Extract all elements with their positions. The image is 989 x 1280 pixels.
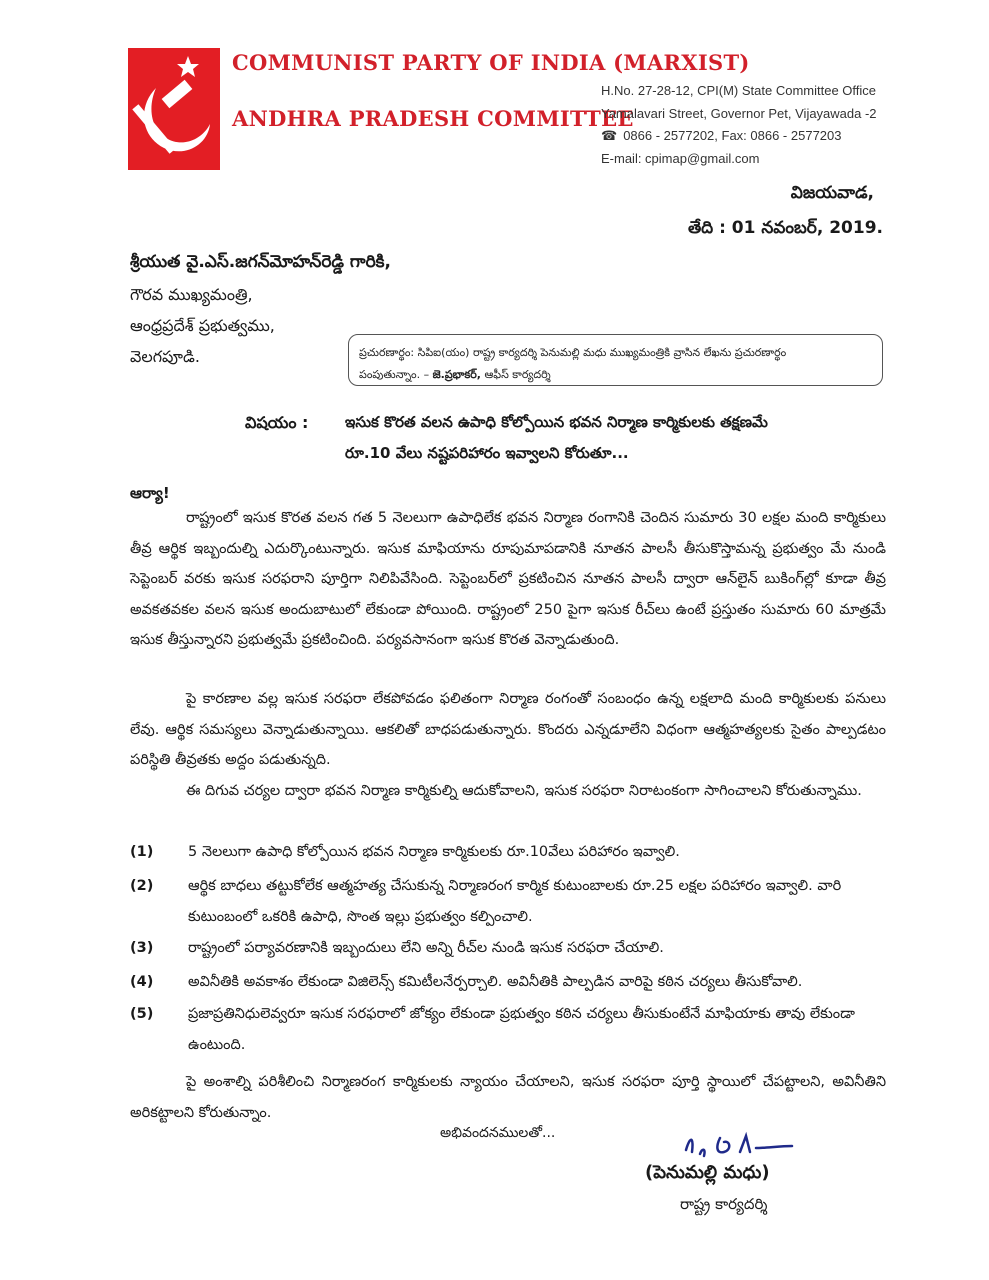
closing-greeting: అభివందనములతో... [440, 1125, 556, 1141]
email-line: E-mail: cpimap@gmail.com [601, 151, 760, 166]
signatory-name: (పెనుమల్లి మధు) [645, 1162, 770, 1183]
recipient-name: శ్రీయుత వై.ఎస్.జగన్‌మోహన్‌రెడ్డి గారికి, [130, 252, 391, 272]
party-logo [128, 48, 220, 170]
demand-text: ప్రజాప్రతినిధులెవ్వరూ ఇసుక సరఫరాలో జోక్యం లేకుండా ప్రభుత్వం కఠిన చర్యలు తీసుకుంటేనే మాఫియాకు తావు లేకుండా ఉంటుంది. [188, 1006, 855, 1053]
phone-line [601, 128, 842, 144]
press-note-line [359, 364, 872, 386]
phone-icon: ☎ [601, 129, 618, 144]
demand-item [130, 837, 886, 868]
demand-text: రాష్ట్రంలో పర్యావరణానికి ఇబ్బందులు లేని అన్ని రీచ్‌ల నుండి ఇసుక సరఫరా చేయాలి. [188, 940, 664, 956]
office-secretary-name: జె.ప్రభాకర్, [432, 368, 481, 381]
body-paragraph: రాష్ట్రంలో ఇసుక కొరత వలన గత 5 నెలలుగా ఉపాధిలేక భవన నిర్మాణ రంగానికి చెందిన సుమారు 30 లక్షల మంది కార్మికులు తీవ్ర ఆర్థిక ఇబ్బందుల్ని ఎదుర్కొంటున్నారు. ఇసుక మాఫియాను రూపుమాపడానికి నూతన పాలసీ తీసుకొస్తామన్న ప్రభుత్వం మే నుండి సెప్టెంబర్ వరకు ఇసుక సరఫరాని పూర్తిగా నిలిపివేసింది. సెప్టెంబర్‌లో ప్రకటించిన నూతన పాలసీ ద్వారా ఆన్‌లైన్ బుకింగ్‌ల్లో కూడా తీవ్ర అవకతవకల వలన ఇసుక అందుబాటులో లేకుండా పోయింది. రాష్ట్రంలో 250 పైగా ఇసుక రీచ్‌లు ఉంటే ప్రస్తుతం సుమారు 60 మాత్రమే ఇసుక తీస్తున్నారని ప్రభుత్వమే ప్రకటించింది. పర్యవసానంగా ఇసుక కొరత వెన్నాడుతుంది. [130, 510, 886, 648]
demand-text: 5 నెలలుగా ఉపాధి కోల్పోయిన భవన నిర్మాణ కార్మికులకు రూ.10వేలు పరిహారం ఇవ్వాలి. [188, 844, 680, 860]
salutation: ఆర్యా! [130, 484, 170, 502]
place: విజయవాడ, [790, 183, 874, 203]
recipient-designation: గౌరవ ముఖ్యమంత్రి, [130, 285, 253, 304]
recipient-government: ఆంధ్రప్రదేశ్ ప్రభుత్వము, [130, 316, 275, 335]
demand-number: (1) [130, 844, 154, 860]
subject-line: ఇసుక కొరత వలన ఉపాధి కోల్పోయిన భవన నిర్మాణ కార్మికులకు తక్షణమే [345, 413, 768, 431]
hammer-sickle-star-icon [128, 48, 220, 170]
address-line: Yamalavari Street, Governor Pet, Vijayawada -2 [601, 106, 877, 121]
office-secretary-title: ఆఫీస్ కార్యదర్శి [484, 368, 551, 381]
phone-fax-text: 0866 - 2577202, Fax: 0866 - 2577203 [623, 128, 842, 143]
demand-item [130, 933, 886, 964]
recipient-place: వెలగపూడి. [130, 347, 200, 366]
address-line: H.No. 27-28-12, CPI(M) State Committee Office [601, 83, 877, 98]
demand-number: (4) [130, 974, 154, 990]
party-name: COMMUNIST PARTY OF INDIA (MARXIST) [232, 50, 750, 75]
subject-label: విషయం : [245, 413, 309, 432]
demand-item [130, 999, 886, 1060]
body-paragraph: ఈ దిగువ చర్యల ద్వారా భవన నిర్మాణ కార్మికుల్ని ఆదుకోవాలని, ఇసుక సరఫరా నిరాటంకంగా సాగించాలని కోరుతున్నాము. [186, 783, 862, 799]
committee-name: ANDHRA PRADESH COMMITTEE [232, 106, 634, 131]
body-paragraph: పై అంశాల్ని పరిశీలించి నిర్మాణరంగ కార్మికులకు న్యాయం చేయాలని, ఇసుక సరఫరా పూర్తి స్థాయిలో చేపట్టాలని, అవినీతిని అరికట్టాలని కోరుతున్నాం. [130, 1074, 886, 1121]
subject-line: రూ.10 వేలు నష్టపరిహారం ఇవ్వాలని కోరుతూ... [345, 444, 629, 462]
press-note-text: పంపుతున్నాం. – [359, 368, 430, 381]
press-note-line: ప్రచురణార్థం: సిపిఐ(యం) రాష్ట్ర కార్యదర్శి పెనుమల్లి మధు ముఖ్యమంత్రికి వ్రాసిన లేఖను ప్రచురణార్థం [359, 346, 787, 359]
demand-text: ఆర్థిక బాధలు తట్టుకోలేక ఆత్మహత్య చేసుకున్న నిర్మాణరంగ కార్మిక కుటుంబాలకు రూ.25 లక్షల పరిహారం ఇవ్వాలి. వారి కుటుంబంలో ఒకరికి ఉపాధి, సొంత ఇల్లు ప్రభుత్వం కల్పించాలి. [188, 878, 842, 925]
demand-item [130, 967, 886, 998]
press-release-note [348, 334, 883, 386]
letter-date: తేది : 01 నవంబర్, 2019. [687, 218, 883, 238]
demand-text: అవినీతికి అవకాశం లేకుండా విజిలెన్స్ కమిటీలనేర్పర్చాలి. అవినీతికి పాల్పడిన వారిపై కఠిన చర్యలు తీసుకోవాలి. [188, 974, 803, 990]
signatory-title: రాష్ట్ర కార్యదర్శి [680, 1195, 768, 1213]
demand-number: (2) [130, 878, 154, 894]
demand-number: (3) [130, 940, 154, 956]
body-paragraph: పై కారణాల వల్ల ఇసుక సరఫరా లేకపోవడం ఫలితంగా నిర్మాణ రంగంతో సంబంధం ఉన్న లక్షలాది మంది కార్మికులకు పనులు లేవు. ఆర్థిక సమస్యలు వెన్నాడుతున్నాయి. ఆకలితో బాధపడుతున్నారు. కొందరు ఎన్నడూలేని విధంగా ఆత్మహత్యలకు సైతం పాల్పడటం పరిస్థితి తీవ్రతకు అద్దం పడుతున్నది. [130, 691, 886, 768]
demand-number: (5) [130, 1006, 154, 1022]
signature-icon [680, 1128, 830, 1164]
demand-item [130, 871, 886, 932]
